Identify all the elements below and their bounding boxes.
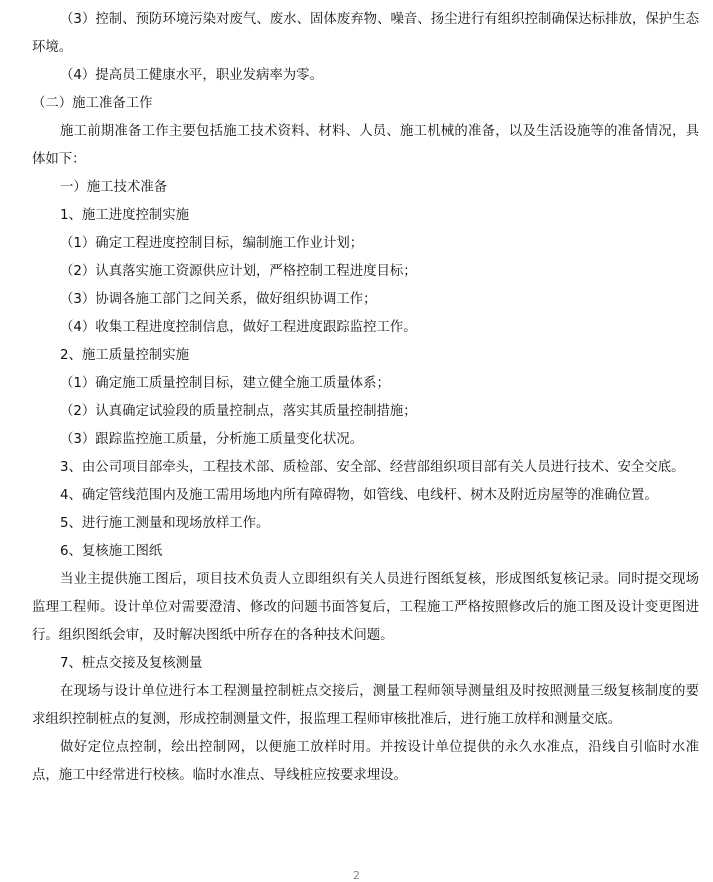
list-item: （1）确定工程进度控制目标，编制施工作业计划； [60, 236, 364, 251]
paragraph: （3）控制、预防环境污染对废气、废水、固体废弃物、噪音、扬尘进行有组织控制确保达标排放，保护生态环境。 [32, 12, 699, 55]
list-item: （1）确定施工质量控制目标，建立健全施工质量体系； [60, 376, 390, 391]
paragraph: 做好定位点控制，绘出控制网，以便施工放样时用。并按设计单位提供的永久水准点，沿线自引临时水准点，施工中经常进行校核。临时水准点、导线桩应按要求埋设。 [32, 740, 699, 783]
paragraph: 4、确定管线范围内及施工需用场地内所有障碍物，如管线、电线杆、树木及附近房屋等的准确位置。 [60, 488, 658, 503]
item-heading: 6、复核施工图纸 [60, 544, 163, 559]
list-item: （2）认真确定试验段的质量控制点，落实其质量控制措施； [60, 404, 417, 419]
paragraph: 当业主提供施工图后，项目技术负责人立即组织有关人员进行图纸复核，形成图纸复核记录。同时提交现场监理工程师。设计单位对需要澄清、修改的问题书面答复后，工程施工严格按照修改后的施工图及设计变更图进行。组织图纸会审，及时解决图纸中所存在的各种技术问题。 [32, 572, 699, 643]
list-item: （4）收集工程进度控制信息，做好工程进度跟踪监控工作。 [60, 320, 417, 335]
paragraph: 5、进行施工测量和现场放样工作。 [60, 516, 270, 531]
paragraph: 施工前期准备工作主要包括施工技术资料、材料、人员、施工机械的准备，以及生活设施等的准备情况，具体如下： [32, 124, 699, 167]
subsection-heading: 一）施工技术准备 [60, 180, 168, 195]
item-heading: 2、施工质量控制实施 [60, 348, 190, 363]
item-heading: 1、施工进度控制实施 [60, 208, 190, 223]
list-item: （2）认真落实施工资源供应计划，严格控制工程进度目标； [60, 264, 417, 279]
paragraph: 在现场与设计单位进行本工程测量控制桩点交接后，测量工程师领导测量组及时按照测量三级复核制度的要求组织控制桩点的复测，形成控制测量文件，报监理工程师审核批准后，进行施工放样和测量交底。 [32, 684, 699, 727]
section-heading: （二）施工准备工作 [32, 96, 153, 111]
paragraph: （4）提高员工健康水平，职业发病率为零。 [60, 68, 323, 83]
list-item: （3）协调各施工部门之间关系，做好组织协调工作； [60, 292, 377, 307]
paragraph: 3、由公司项目部牵头，工程技术部、质检部、安全部、经营部组织项目部有关人员进行技术、安全交底。 [60, 460, 685, 475]
item-heading: 7、桩点交接及复核测量 [60, 656, 203, 671]
list-item: （3）跟踪监控施工质量，分析施工质量变化状况。 [60, 432, 364, 447]
page-number: 2 [353, 869, 360, 882]
